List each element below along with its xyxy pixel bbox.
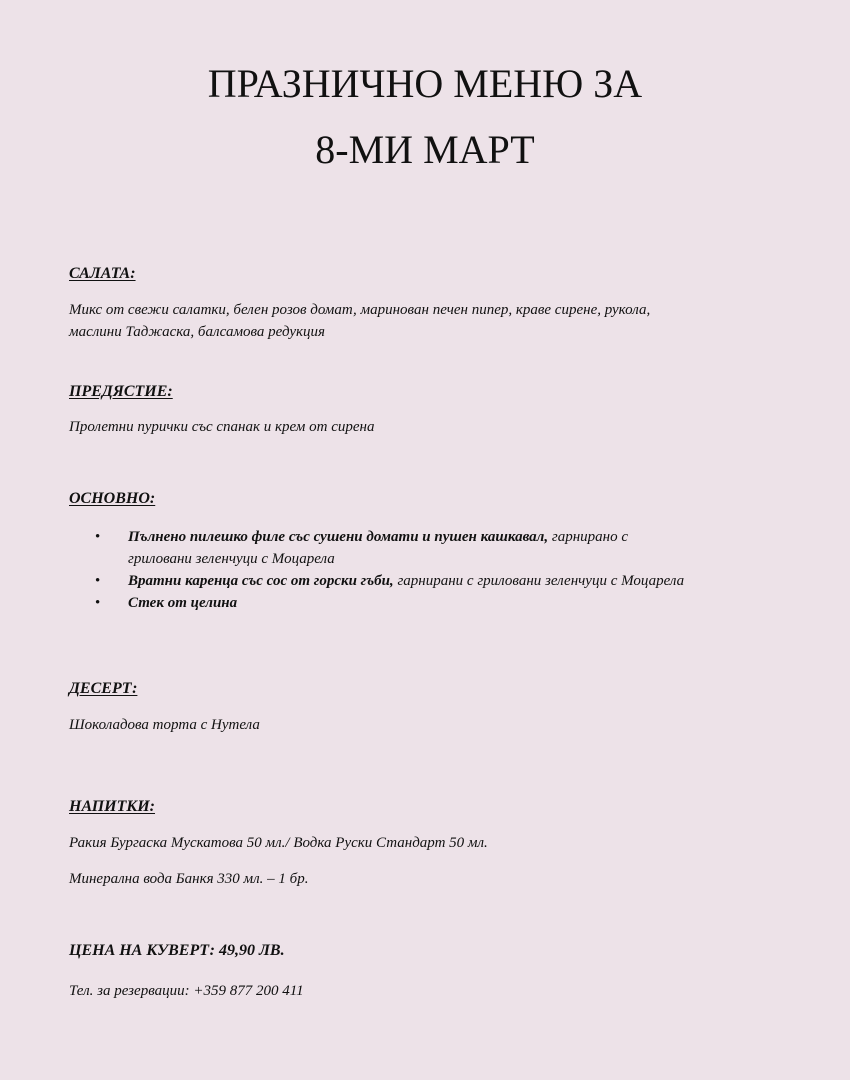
starter-heading: ПРЕДЯСТИЕ: (69, 383, 173, 400)
dessert-description: Шоколадова торта с Нутела (69, 717, 260, 733)
drinks-line1: Ракия Бургаска Мускатова 50 мл./ Водка Руски Стандарт 50 мл. (69, 835, 488, 851)
list-item (95, 570, 684, 592)
salad-heading: САЛАТА: (69, 265, 136, 282)
bullet-icon: • (95, 595, 101, 611)
main-course-list (95, 526, 684, 614)
list-item (95, 526, 684, 570)
drinks-heading: НАПИТКИ: (69, 798, 156, 815)
main-item-garnish: гарнирано с (548, 529, 629, 545)
salad-description-line1: Микс от свежи салатки, белен розов домат, мариновaн печен пипер, краве сирене, рукола, (69, 302, 651, 318)
dessert-heading: ДЕСЕРТ: (69, 680, 138, 697)
main-item-name: Вратни каренца със сос от горски гъби, (128, 573, 394, 589)
list-item (95, 592, 684, 614)
cover-price: ЦЕНА НА КУВЕРТ: 49,90 ЛВ. (69, 942, 285, 959)
bullet-icon: • (95, 573, 101, 589)
menu-title-line1: ПРАЗНИЧНО МЕНЮ ЗА (207, 61, 643, 106)
main-item-garnish-cont: гриловани зеленчуци с Моцарела (128, 551, 335, 567)
main-item-name: Стек от целина (128, 595, 238, 611)
reservation-phone: Тел. за резервации: +359 877 200 411 (69, 983, 304, 999)
drinks-line2: Минерална вода Банкя 330 мл. – 1 бр. (69, 871, 309, 887)
salad-description-line2: маслини Таджаска, балсамова редукция (69, 324, 325, 340)
menu-title-line2: 8-МИ МАРТ (315, 127, 535, 172)
main-course-heading: ОСНОВНО: (69, 490, 156, 507)
starter-description: Пролетни пурички със спанак и крем от сирена (69, 419, 375, 435)
main-item-name: Пълнено пилешко филе със сушени домати и пушен кашкавал, (128, 529, 549, 545)
main-item-garnish: гарнирани с гриловани зеленчуци с Моцарела (393, 573, 685, 589)
bullet-icon: • (95, 529, 101, 545)
